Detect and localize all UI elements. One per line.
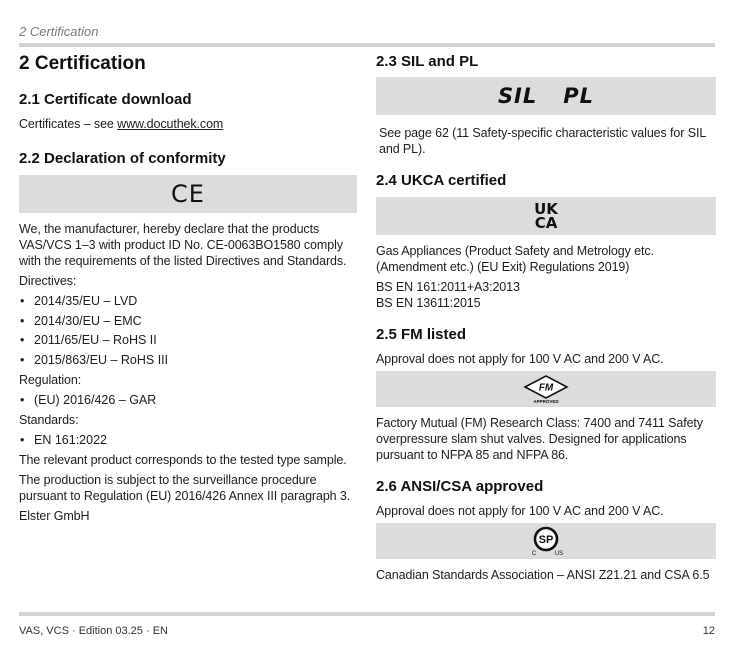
section-heading-2-6: 2.6 ANSI/CSA approved bbox=[376, 478, 544, 495]
csa-us-text: US bbox=[554, 551, 564, 557]
type-sample-note: The relevant product corresponds to the tested type sample. bbox=[19, 452, 347, 467]
pl-logo-text: PL bbox=[563, 84, 595, 108]
sil-pl-logo-bar bbox=[376, 77, 716, 115]
declaration-intro: We, the manufacturer, hereby declare that the products VAS/VCS 1–3 with product ID No. CE-0063BO1580 comply with the requirements of the listed Directives and Standards. bbox=[19, 222, 347, 268]
fm-research-text: Factory Mutual (FM) Research Class: 7400 and 7411 Safety overpressure slam shut valves. Designed for applications pursuant to NFPA 85 and NFPA 86. bbox=[376, 416, 703, 462]
ukca-standard-1: BS EN 161:2011+A3:2013 bbox=[376, 280, 520, 294]
section-heading-2-2: 2.2 Declaration of conformity bbox=[19, 150, 226, 167]
list-item: • 2011/65/EU – RoHS II bbox=[19, 332, 357, 348]
fm-approved-icon bbox=[522, 374, 570, 404]
section-heading-2-3: 2.3 SIL and PL bbox=[376, 53, 479, 70]
list-item: • 2014/30/EU – EMC bbox=[19, 313, 357, 329]
list-item: • 2015/863/EU – RoHS III bbox=[19, 352, 357, 368]
running-header: 2 Certification bbox=[19, 24, 99, 39]
section-heading-2-5: 2.5 FM listed bbox=[376, 326, 467, 343]
section-heading-2-1: 2.1 Certificate download bbox=[19, 91, 192, 108]
company-name: Elster GmbH bbox=[19, 508, 90, 523]
ukca-logo-bar bbox=[376, 197, 716, 235]
header-rule bbox=[19, 43, 715, 47]
standards-list bbox=[19, 432, 357, 448]
section-heading-2-4: 2.4 UKCA certified bbox=[376, 172, 507, 189]
ukca-regulation-text: Gas Appliances (Product Safety and Metrology etc. (Amendment etc.) (EU Exit) Regulations 2019) bbox=[376, 244, 654, 274]
csa-approval-note: Approval does not apply for 100 V AC and 200 V AC. bbox=[376, 504, 664, 518]
certificate-download-prefix: Certificates – see bbox=[19, 117, 118, 131]
sil-logo-text: SIL bbox=[497, 84, 538, 108]
csa-sp-text: SP bbox=[538, 534, 554, 546]
ce-mark-icon: CE bbox=[171, 180, 205, 208]
csa-logo-bar bbox=[376, 523, 716, 559]
fm-approval-note: Approval does not apply for 100 V AC and 200 V AC. bbox=[376, 352, 664, 366]
fm-logo-bar bbox=[376, 371, 716, 407]
list-item: • 2014/35/EU – LVD bbox=[19, 293, 357, 309]
footer-rule bbox=[19, 612, 715, 616]
page-number: 12 bbox=[702, 625, 715, 637]
regulation-label: Regulation: bbox=[19, 372, 82, 387]
standards-label: Standards: bbox=[19, 412, 79, 427]
directives-label: Directives: bbox=[19, 274, 77, 288]
csa-logo-icon bbox=[524, 525, 568, 557]
fm-approved-text: APPROVED bbox=[533, 399, 559, 404]
sil-pl-logo-icon bbox=[498, 84, 594, 108]
sil-pl-text: See page 62 (11 Safety-specific characteristic values for SIL and PL). bbox=[379, 126, 706, 156]
fm-logo-text: FM bbox=[538, 382, 554, 394]
left-column bbox=[19, 52, 357, 524]
surveillance-note: The production is subject to the surveillance procedure pursuant to Regulation (EU) 2016/426 Annex III paragraph 3. bbox=[19, 472, 351, 503]
ce-logo-bar bbox=[19, 175, 357, 213]
regulations-list bbox=[19, 392, 357, 408]
page-title: 2 Certification bbox=[19, 53, 146, 74]
certificate-download-text bbox=[19, 116, 357, 132]
directives-list bbox=[19, 293, 357, 368]
csa-c-text: C bbox=[531, 551, 537, 557]
right-column bbox=[376, 52, 716, 583]
ukca-line-1: UK bbox=[534, 200, 558, 218]
ukca-mark-icon bbox=[534, 202, 558, 230]
list-item: • (EU) 2016/426 – GAR bbox=[19, 392, 357, 408]
docuthek-link[interactable]: www.docuthek.com bbox=[117, 117, 224, 131]
list-item: • EN 161:2022 bbox=[19, 432, 357, 448]
footer-edition: VAS, VCS · Edition 03.25 · EN bbox=[19, 625, 168, 637]
ukca-standard-2: BS EN 13611:2015 bbox=[376, 296, 481, 310]
ukca-line-2: CA bbox=[534, 214, 558, 232]
csa-standard-text: Canadian Standards Association – ANSI Z21.21 and CSA 6.5 bbox=[376, 568, 710, 582]
